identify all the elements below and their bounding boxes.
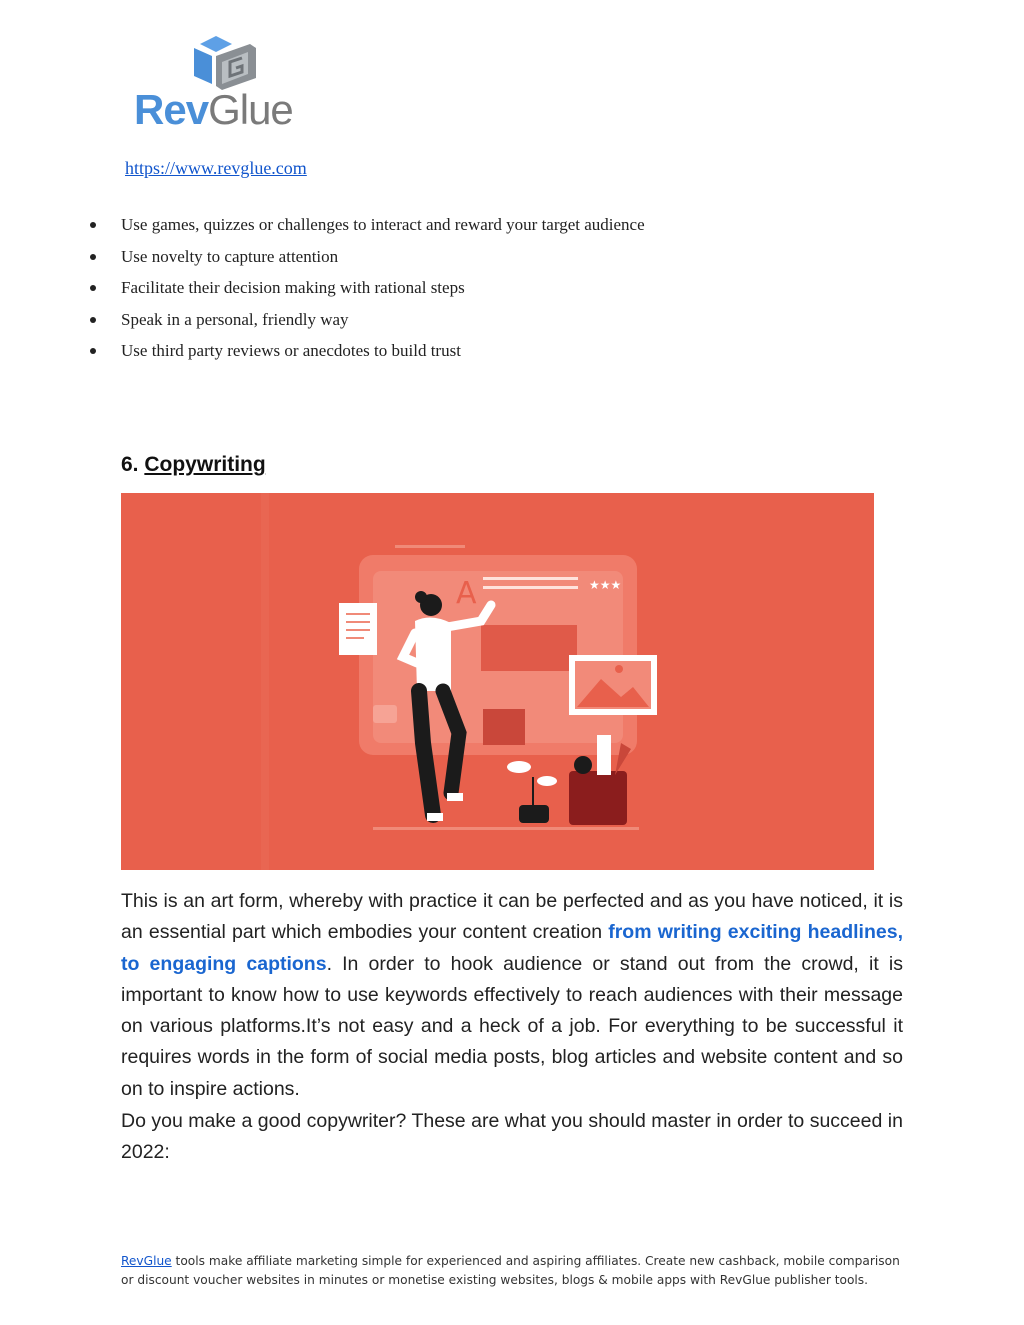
body-paragraph [121, 886, 903, 1105]
section-heading [121, 453, 266, 477]
bullet-icon [90, 317, 96, 323]
list-item-text: Speak in a personal, friendly way [121, 309, 349, 329]
list-item-text: Use games, quizzes or challenges to interact and reward your target audience [121, 215, 645, 234]
list-item-text: Use third party reviews or anecdotes to build trust [121, 341, 461, 360]
bullet-icon [90, 222, 96, 228]
list-item-text: Use novelty to capture attention [121, 246, 339, 266]
section-number: 6. [121, 453, 145, 476]
paragraph-text: . In order to hook audience or stand out from the crowd, it is important to know how to use keywords effectively to reach audiences with their message on various platforms.It’s not easy and a heck of a job. For everything to be successful it requires words in the form of social media posts, blog articles and website content and so on to inspire actions. [121, 952, 903, 1100]
paragraph-text: This is an art form, whereby with practice it can be perfected and as you have noticed, it is an essential part which embodies your content creation [121, 890, 903, 944]
body-paragraph-question: Do you make a good copywriter? These are what you should master in order to succeed in 2022: [121, 1110, 903, 1164]
list-item-text: Facilitate their decision making with rational steps [121, 278, 465, 297]
list-item [90, 307, 645, 339]
list-item [90, 275, 645, 307]
svg-text:★★★: ★★★ [589, 578, 622, 592]
footer-note [121, 1252, 911, 1289]
highlighted-link-text[interactable]: from writing exciting headlines, to engaging captions [121, 921, 903, 975]
wordmark-rev: Rev [134, 86, 209, 133]
website-link[interactable]: https://www.revglue.com [125, 158, 307, 178]
list-item [90, 338, 645, 370]
bullet-icon [90, 285, 96, 291]
list-item [90, 212, 645, 244]
footer-text: tools make affiliate marketing simple for experienced and aspiring affiliates. Create new cashback, mobile comparison or discount voucher websites in minutes or monetise existing websites, blogs & mobile apps with RevGlue publisher tools. [121, 1254, 900, 1287]
copywriting-illustration [121, 493, 874, 870]
wordmark-glue: Glue [208, 86, 293, 133]
revglue-logo [132, 34, 322, 133]
revglue-wordmark [134, 86, 293, 134]
list-item [90, 244, 645, 276]
section-title: Copywriting [144, 453, 266, 476]
revglue-cube-logo-icon [192, 34, 258, 90]
copywriter-illustration-icon [121, 493, 874, 870]
tips-list [90, 212, 645, 370]
footer-revglue-link[interactable]: RevGlue [121, 1254, 172, 1268]
bullet-icon [90, 348, 96, 354]
svg-text:A: A [456, 576, 477, 611]
bullet-icon [90, 254, 96, 260]
